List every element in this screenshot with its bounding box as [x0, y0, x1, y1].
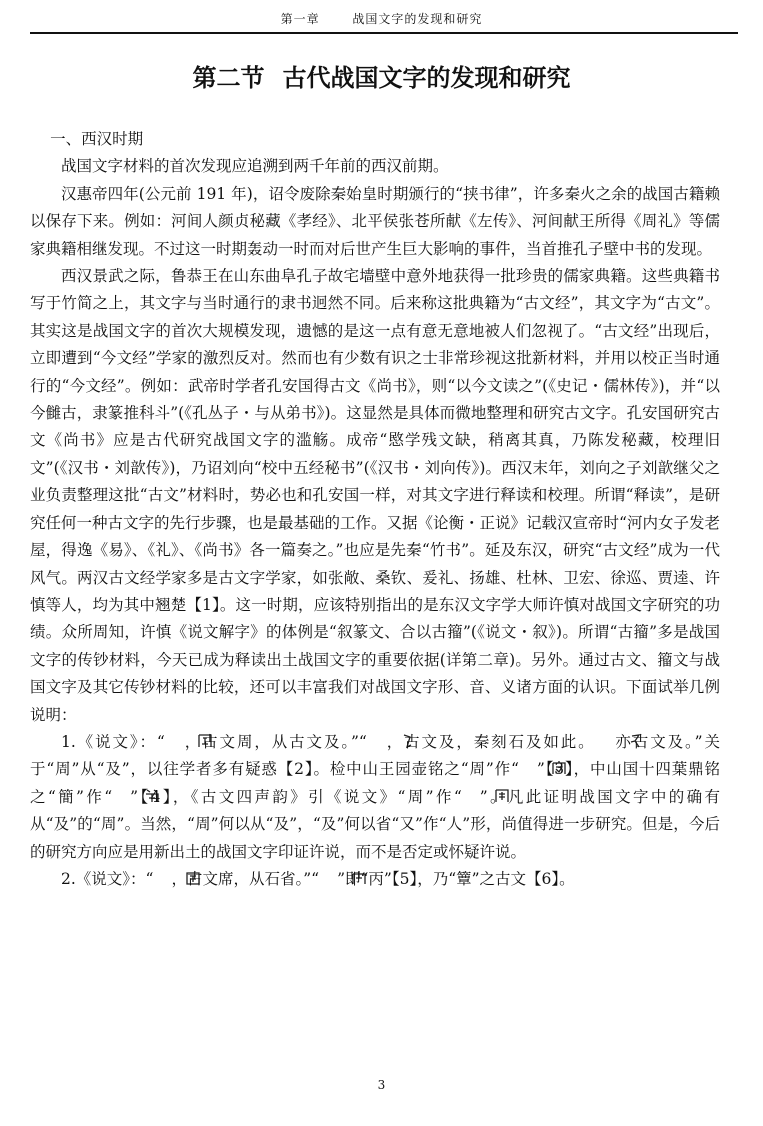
- header-chapter: 第一章: [280, 12, 320, 26]
- zhongshan-zhou-glyph-icon: [519, 758, 537, 774]
- ancient-xi-glyph-icon: [153, 868, 171, 884]
- example-2-text: ”即“丙”【5】，乃“簟”之古文【6】。: [337, 869, 575, 888]
- body-text: [30, 126, 720, 893]
- example-1-text: ，古文及，秦刻石及如此。: [384, 732, 596, 751]
- ancient-bing-glyph-icon: [319, 868, 337, 884]
- example-1-text: ，古文周，从古文及。”“: [182, 732, 367, 751]
- running-header: [0, 10, 763, 27]
- section-number: 第二节: [192, 64, 265, 92]
- section-title-text: 古代战国文字的发现和研究: [282, 64, 571, 92]
- example-2-text: 2.《说文》：“: [61, 869, 154, 888]
- header-title: 战国文字的发现和研究: [352, 12, 483, 26]
- paragraph: 西汉景武之际，鲁恭王在山东曲阜孔子故宅墙壁中意外地获得一批珍贵的儒家典籍。这些典籍书写于竹简之上，其文字与当时通行的隶书迥然不同。后来称这批典籍为“古文经”，其文字为“古文”。其实这是战国文字的首次大规模发现，遗憾的是这一点有意无意地被人们忽视了。“古文经”出现后，立即遭到“今文经”学家的激烈反对。然而也有少数有识之士非常珍视这批新材料，并用以校正当时通行的“今文经”。例如：武帝时学者孔安国得古文《尚书》，则“以今文读之”(《史记・儒林传》)，并“以今雠古，隶篆推科斗”(《孔丛子・与从弟书》)。这显然是具体而微地整理和研究古文字。孔安国研究古文《尚书》应是古代研究战国文字的滥觞。成帝“愍学残文缺，稍离其真，乃陈发秘藏，校理旧文”(《汉书・刘歆传》)，乃诏刘向“校中五经秘书”(《汉书・刘向传》)。西汉末年，刘向之子刘歆继父之业负责整理这批“古文”材料时，势必也和孔安国一样，对其文字进行释读和校理。所谓“释读”，是研究任何一种古文字的先行步骤，也是最基础的工作。又据《论衡・正说》记载汉宣帝时“河内女子发老屋，得逸《易》、《礼》、《尚书》各一篇奏之。”也应是先秦“竹书”。延及东汉，研究“古文经”成为一代风气。两汉古文经学家多是古文字学家，如张敞、桑钦、爰礼、扬雄、杜林、卫宏、徐巡、贾逵、许慎等人，均为其中翘楚【1】。这一时期，应该特别指出的是东汉文字学大师许慎对战国文字研究的功绩。众所周知，许慎《说文解字》的体例是“叙篆文、合以古籀”(《说文・叙》)。所谓“古籀”多是战国文字的传钞材料，今天已成为释读出土战国文字的重要依据(详第二章)。另外。通过古文、籀文与战国文字及其它传钞材料的比较，还可以丰富我们对战国文字形、音、义诸方面的认识。下面试举几例说明：: [30, 267, 720, 724]
- example-1-text: ”【3】，中山国十四葉鼎铭之“簡”作“: [30, 760, 720, 806]
- example-2: [30, 866, 720, 893]
- subheading: 一、西汉时期: [50, 130, 144, 148]
- ancient-zhou-glyph-icon: [165, 731, 183, 747]
- paragraph: 汉惠帝四年(公元前 191 年)，诏令废除秦始皇时期颁行的“挟书律”，许多秦火之余的战国古籍赖以保存下来。例如：河间人颜贞秘藏《孝经》、北平侯张苍所献《左传》、河间献王所得《周礼》等儒家典籍相继发现。不过这一时期轰动一时而对后世产生巨大影响的事件，当首推孔子壁中书的发现。: [30, 184, 720, 258]
- section-title: [0, 58, 763, 93]
- header-rule: [30, 32, 738, 34]
- paragraph: 战国文字材料的首次发现应追溯到两千年前的西汉前期。: [61, 157, 449, 176]
- example-2-text: ，古文席，从石省。”“: [171, 869, 320, 888]
- example-1-text: ”。凡此证明战国文字中的确有从“及”的“周”。当然，“周”何以从“及”，“及”何以省“又”作“人”形，尚值得进一步研究。但是，今后的研究方向应是用新出土的战国文字印证许说，而不是否定或怀疑许说。: [30, 787, 720, 861]
- example-1: [30, 729, 720, 866]
- example-1-text: 亦古文及。”关于“周”从“及”，以往学者多有疑惑【2】。检中山王园壶铭之“周”作“: [30, 732, 720, 779]
- example-1-text: ”【4】，《古文四声韵》引《说文》“周”作“: [130, 787, 462, 806]
- example-1-text: 1.《说文》：“: [61, 732, 165, 751]
- page-number: 3: [377, 1078, 386, 1092]
- zhongshan-jian-glyph-icon: [112, 786, 130, 802]
- ancient-ji-variant-glyph-icon: [596, 731, 614, 747]
- ancient-ji-glyph-icon: [367, 731, 385, 747]
- sishengyun-zhou-glyph-icon: [462, 786, 480, 802]
